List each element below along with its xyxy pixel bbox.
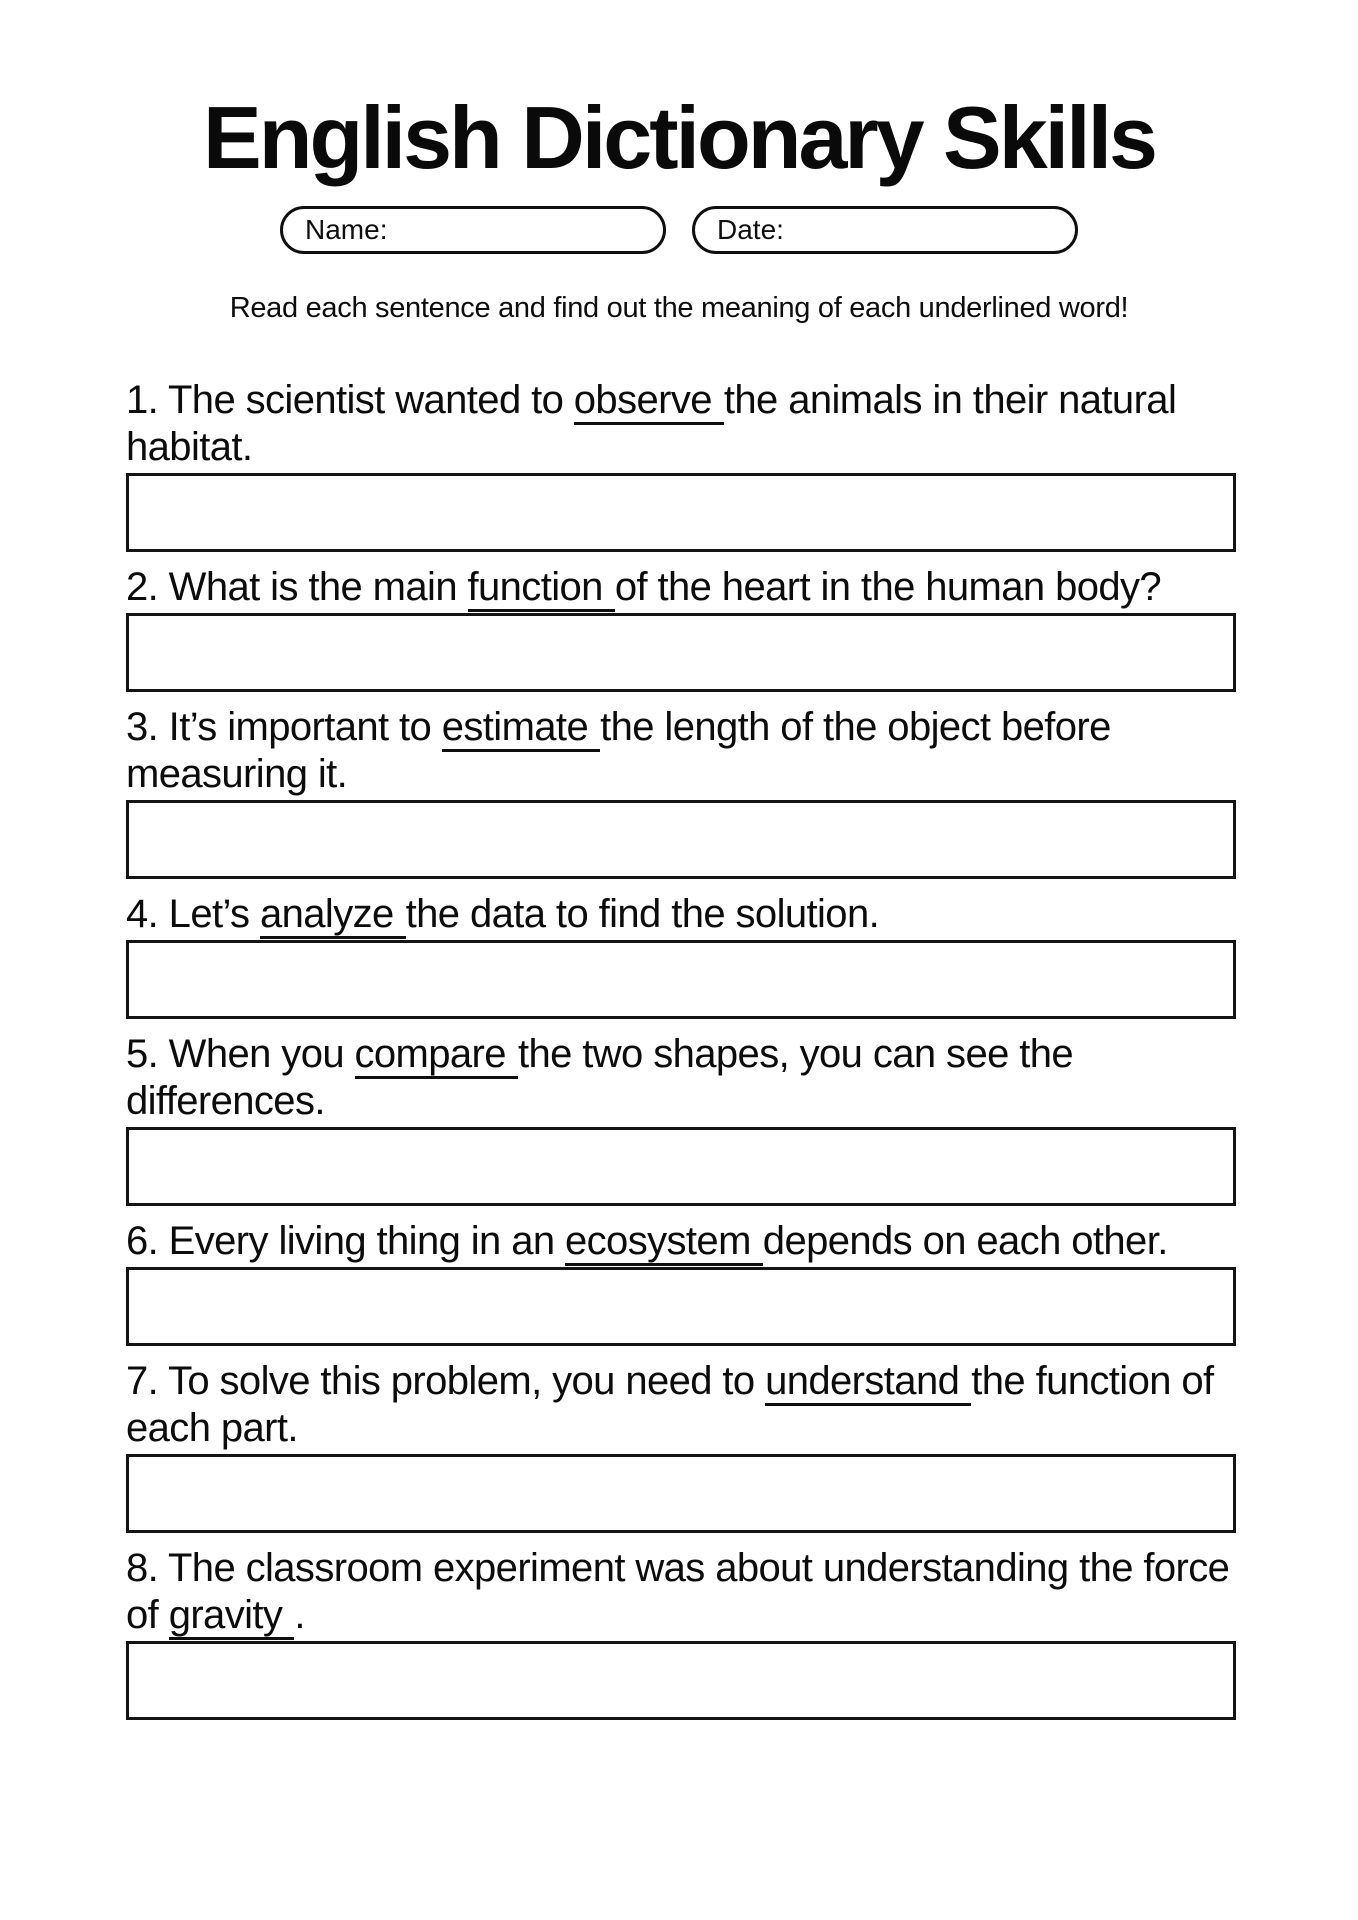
name-field-label: Name: — [305, 214, 388, 246]
question-pre-text: When you — [158, 1032, 355, 1077]
underlined-word: estimate — [442, 705, 600, 752]
question-post-text: depends on each other. — [762, 1219, 1168, 1264]
answer-box-3[interactable] — [126, 800, 1236, 879]
answer-box-4[interactable] — [126, 940, 1236, 1019]
question-number: 6. — [126, 1219, 159, 1264]
question-number: 4. — [126, 892, 159, 937]
question-post-text: the two shapes, you can see the differences. — [126, 1032, 1074, 1124]
question-item-7 — [126, 1358, 1236, 1533]
questions-list — [126, 377, 1236, 1720]
question-post-text: the data to find the solution. — [405, 892, 880, 937]
answer-box-2[interactable] — [126, 613, 1236, 692]
answer-box-5[interactable] — [126, 1127, 1236, 1206]
question-item-8 — [126, 1545, 1236, 1720]
question-number: 3. — [126, 705, 159, 750]
underlined-word: function — [468, 565, 615, 612]
date-field-label: Date: — [717, 214, 784, 246]
page-title: English Dictionary Skills — [203, 88, 1155, 187]
question-item-3 — [126, 704, 1236, 879]
question-sentence — [126, 1031, 1236, 1125]
question-sentence — [126, 704, 1236, 798]
question-sentence — [126, 564, 1236, 611]
underlined-word: compare — [355, 1032, 518, 1079]
header-fields — [0, 206, 1358, 254]
question-number: 1. — [126, 378, 159, 423]
question-pre-text: To solve this problem, you need to — [158, 1359, 766, 1404]
question-pre-text: Let’s — [158, 892, 260, 937]
question-item-6 — [126, 1218, 1236, 1346]
question-sentence — [126, 891, 1236, 938]
underlined-word: understand — [765, 1359, 971, 1406]
question-number: 8. — [126, 1546, 159, 1591]
question-post-text: the length of the object before measuring it. — [126, 705, 1111, 797]
name-field[interactable] — [280, 206, 666, 254]
underlined-word: gravity — [169, 1593, 295, 1640]
question-sentence — [126, 377, 1236, 471]
date-field[interactable] — [692, 206, 1078, 254]
question-sentence — [126, 1218, 1236, 1265]
answer-box-7[interactable] — [126, 1454, 1236, 1533]
question-post-text: . — [294, 1593, 305, 1638]
question-post-text: of the heart in the human body? — [614, 565, 1162, 610]
question-post-text: the animals in their natural habitat. — [126, 378, 1177, 470]
underlined-word: analyze — [260, 892, 406, 939]
question-sentence — [126, 1358, 1236, 1452]
question-item-4 — [126, 891, 1236, 1019]
answer-box-6[interactable] — [126, 1267, 1236, 1346]
question-pre-text: The classroom experiment was about understanding the force of — [126, 1546, 1230, 1638]
question-pre-text: Every living thing in an — [158, 1219, 566, 1264]
question-post-text: the function of each part. — [126, 1359, 1214, 1451]
answer-box-1[interactable] — [126, 473, 1236, 552]
question-sentence — [126, 1545, 1236, 1639]
underlined-word: ecosystem — [565, 1219, 763, 1266]
question-item-2 — [126, 564, 1236, 692]
question-number: 2. — [126, 565, 159, 610]
question-item-5 — [126, 1031, 1236, 1206]
instruction-text: Read each sentence and find out the meaning of each underlined word! — [229, 292, 1129, 325]
question-number: 7. — [126, 1359, 159, 1404]
question-pre-text: What is the main — [158, 565, 468, 610]
underlined-word: observe — [574, 378, 724, 425]
question-pre-text: The scientist wanted to — [158, 378, 574, 423]
question-item-1 — [126, 377, 1236, 552]
answer-box-8[interactable] — [126, 1641, 1236, 1720]
question-pre-text: It’s important to — [158, 705, 442, 750]
question-number: 5. — [126, 1032, 159, 1077]
